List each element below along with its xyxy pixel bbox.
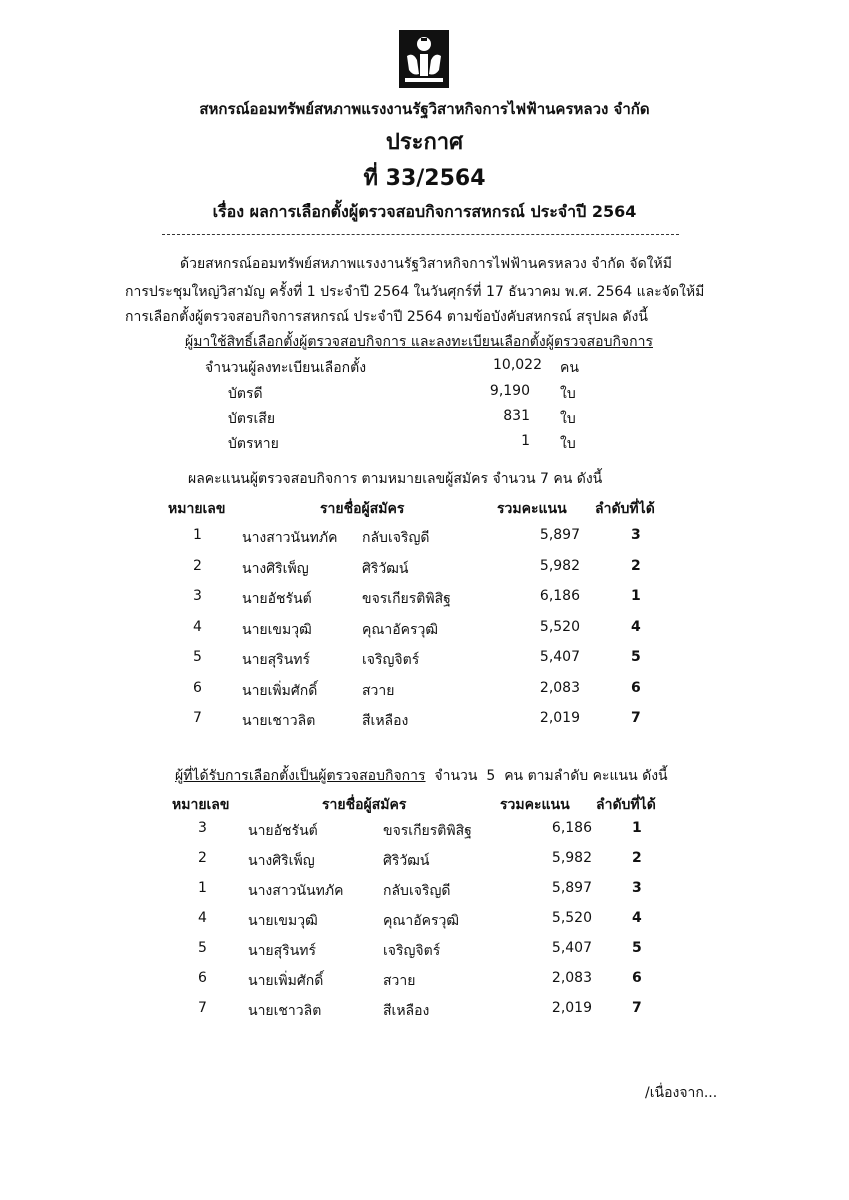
candidate-first-name: นายเขมวุฒิ: [242, 621, 312, 638]
candidate-number: 2: [193, 557, 202, 574]
announcement-title: ประกาศ: [385, 130, 464, 155]
stat-value: 9,190: [489, 383, 530, 399]
elected-first-name: นายเชาวลิต: [248, 1003, 322, 1019]
table2-caption-rest: จำนวน 5 คน ตามลำดับ คะแนน ดังนี้: [425, 768, 668, 784]
elected-votes: 6,186: [551, 820, 592, 836]
candidate-first-name: นางศิริเพ็ญ: [242, 560, 309, 577]
candidate-rank: 1: [631, 588, 641, 604]
candidate-first-name: นายสุรินทร์: [242, 652, 311, 668]
candidate-last-name: คุณาอัครวุฒิ: [362, 621, 439, 638]
elected-votes: 5,982: [551, 850, 592, 866]
stat-unit: ใบ: [560, 411, 576, 427]
elected-number: 1: [198, 880, 207, 896]
candidate-last-name: สวาย: [362, 682, 395, 699]
elected-last-name: ขจรเกียรติพิสิฐ: [383, 823, 472, 839]
elected-first-name: นายเพิ่มศักดิ์: [248, 973, 324, 989]
elected-number: 6: [198, 970, 207, 986]
stat-label: บัตรเสีย: [228, 411, 276, 427]
elected-rank: 1: [632, 820, 642, 836]
cooperative-logo: [399, 30, 449, 88]
stat-unit: ใบ: [560, 436, 576, 452]
elected-rank: 2: [632, 850, 642, 866]
candidate-number: 3: [193, 588, 202, 604]
stat-label: จำนวนผู้ลงทะเบียนเลือกตั้ง: [205, 360, 367, 376]
stat-value: 1: [521, 433, 530, 449]
candidate-rank: 6: [631, 679, 641, 696]
candidate-last-name: ศิริวัฒน์: [362, 560, 409, 577]
candidate-votes: 5,982: [539, 557, 580, 574]
candidate-first-name: นายเชาวลิต: [242, 713, 316, 729]
candidate-votes: 2,083: [539, 679, 580, 696]
candidate-number: 7: [193, 710, 202, 726]
table1-header-votes: รวมคะแนน: [497, 501, 567, 517]
elected-number: 7: [198, 1000, 207, 1016]
candidate-last-name: กลับเจริญดี: [362, 530, 430, 546]
candidate-number: 1: [193, 527, 202, 543]
elected-rank: 6: [632, 970, 642, 986]
elected-last-name: สวาย: [383, 973, 416, 989]
candidate-first-name: นายเพิ่มศักดิ์: [242, 682, 318, 699]
candidate-votes: 6,186: [539, 588, 580, 604]
candidate-first-name: นางสาวนันทภัค: [242, 530, 338, 546]
elected-votes: 2,019: [551, 1000, 592, 1016]
candidate-last-name: สีเหลือง: [362, 713, 409, 729]
table2-header-votes: รวมคะแนน: [500, 797, 570, 813]
announcement-number: ที่ 33/2564: [363, 166, 486, 191]
table2-caption: [175, 765, 795, 787]
candidate-number: 6: [193, 679, 202, 696]
elected-number: 3: [198, 820, 207, 836]
elected-rank: 4: [632, 910, 642, 926]
table1-header-number: หมายเลข: [168, 501, 226, 517]
intro-line-2: การประชุมใหญ่วิสามัญ ครั้งที่ 1 ประจำปี 2564 ในวันศุกร์ที่ 17 ธันวาคม พ.ศ. 2564 และจัดให้มี: [125, 284, 705, 300]
elected-first-name: นายสุรินทร์: [248, 943, 317, 959]
candidate-rank: 5: [631, 649, 641, 665]
elected-first-name: นายเขมวุฒิ: [248, 913, 318, 929]
elected-first-name: นางศิริเพ็ญ: [248, 853, 315, 869]
elected-votes: 5,897: [551, 880, 592, 896]
stat-label: บัตรดี: [228, 386, 263, 402]
intro-line-1: ด้วยสหกรณ์ออมทรัพย์สหภาพแรงงานรัฐวิสาหกิจการไฟฟ้านครหลวง จำกัด จัดให้มี: [180, 256, 672, 272]
elected-number: 2: [198, 850, 207, 866]
stat-unit: ใบ: [560, 386, 576, 402]
candidate-votes: 5,520: [539, 618, 580, 635]
elected-number: 5: [198, 940, 207, 956]
stat-unit: คน: [560, 360, 579, 376]
candidate-rank: 7: [631, 710, 641, 726]
elected-last-name: เจริญจิตร์: [383, 943, 441, 959]
elected-rank: 7: [632, 1000, 642, 1016]
elected-first-name: นางสาวนันทภัค: [248, 883, 344, 899]
candidate-votes: 2,019: [539, 710, 580, 726]
candidate-rank: 3: [631, 527, 641, 543]
elected-rank: 3: [632, 880, 642, 896]
divider: [162, 234, 679, 235]
intro-line-3: การเลือกตั้งผู้ตรวจสอบกิจการสหกรณ์ ประจำปี 2564 ตามข้อบังคับสหกรณ์ สรุปผล ดังนี้: [125, 309, 648, 325]
elected-first-name: นายอัชรันต์: [248, 823, 318, 839]
organization-name: สหกรณ์ออมทรัพย์สหภาพแรงงานรัฐวิสาหกิจการไฟฟ้านครหลวง จำกัด: [199, 100, 650, 118]
candidate-votes: 5,407: [539, 649, 580, 665]
elected-last-name: กลับเจริญดี: [383, 883, 451, 899]
elected-votes: 5,520: [551, 910, 592, 926]
candidate-first-name: นายอัชรันต์: [242, 591, 312, 607]
table1-header-rank: ลำดับที่ได้: [595, 501, 655, 517]
voters-heading: ผู้มาใช้สิทธิ์เลือกตั้งผู้ตรวจสอบกิจการ และลงทะเบียนเลือกตั้งผู้ตรวจสอบกิจการ: [185, 334, 653, 350]
stat-value: 10,022: [493, 357, 542, 373]
table2-header-number: หมายเลข: [172, 797, 230, 813]
table1-header-name: รายชื่อผู้สมัคร: [320, 501, 405, 517]
elected-last-name: ศิริวัฒน์: [383, 853, 430, 869]
candidate-rank: 2: [631, 557, 641, 574]
continued-note: /เนื่องจาก...: [645, 1085, 718, 1101]
table2-header-name: รายชื่อผู้สมัคร: [322, 797, 407, 813]
announcement-subject: เรื่อง ผลการเลือกตั้งผู้ตรวจสอบกิจการสหกรณ์ ประจำปี 2564: [212, 202, 637, 221]
stat-label: บัตรหาย: [228, 436, 279, 452]
table2-caption-underlined: ผู้ที่ได้รับการเลือกตั้งเป็นผู้ตรวจสอบกิจการ: [175, 768, 426, 784]
table2-header-rank: ลำดับที่ได้: [596, 797, 656, 813]
candidate-last-name: เจริญจิตร์: [362, 652, 420, 668]
elected-votes: 2,083: [551, 970, 592, 986]
table1-caption: ผลคะแนนผู้ตรวจสอบกิจการ ตามหมายเลขผู้สมัคร จำนวน 7 คน ดังนี้: [188, 471, 603, 487]
candidate-rank: 4: [631, 618, 641, 635]
elected-last-name: คุณาอัครวุฒิ: [383, 913, 460, 929]
elected-votes: 5,407: [551, 940, 592, 956]
candidate-votes: 5,897: [539, 527, 580, 543]
stat-value: 831: [503, 408, 530, 424]
cooperative-hands-logo-icon: [399, 30, 449, 88]
elected-number: 4: [198, 910, 207, 926]
candidate-number: 5: [193, 649, 202, 665]
elected-rank: 5: [632, 940, 642, 956]
elected-last-name: สีเหลือง: [383, 1003, 430, 1019]
candidate-number: 4: [193, 618, 202, 635]
candidate-last-name: ขจรเกียรติพิสิฐ: [362, 591, 451, 607]
